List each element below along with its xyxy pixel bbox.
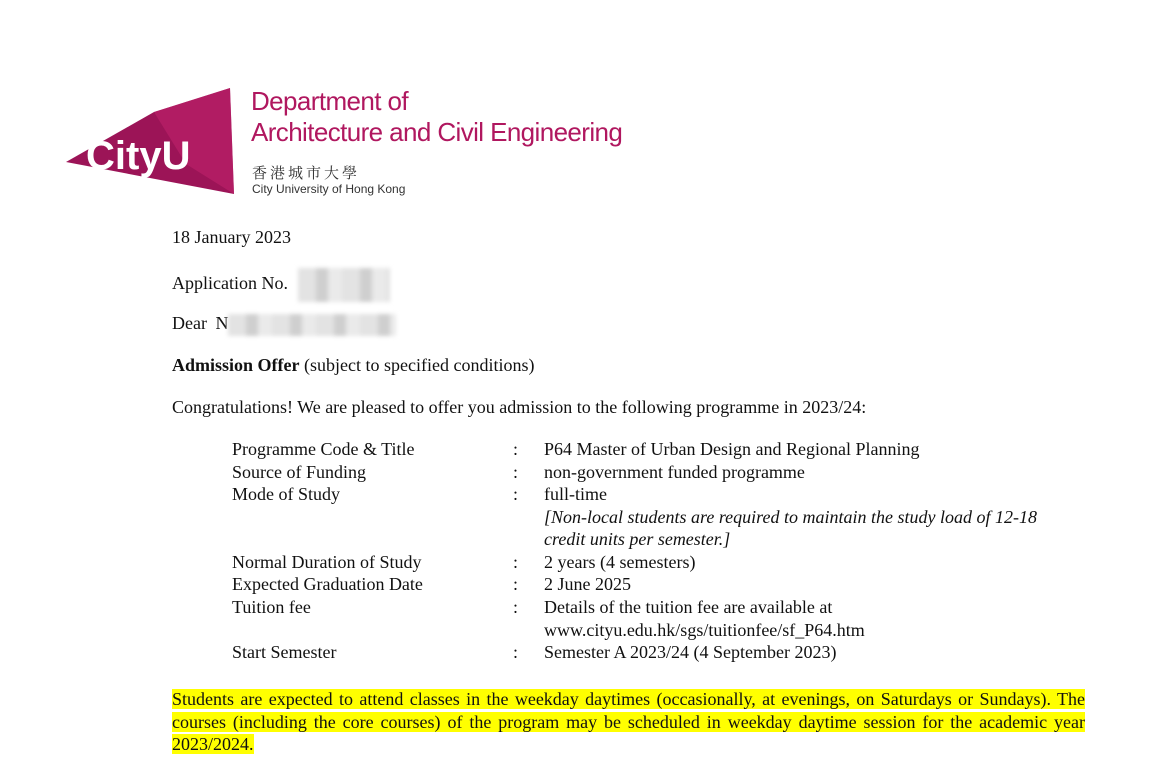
detail-separator: : <box>513 597 519 617</box>
mode-note: [Non-local students are required to maintain the study load of 12-18 <box>544 507 1037 527</box>
detail-label: Expected Graduation Date <box>232 574 423 594</box>
redacted-application-number <box>298 268 390 302</box>
detail-label: Tuition fee <box>232 597 311 617</box>
detail-separator: : <box>513 552 519 572</box>
offer-title: Admission Offer <box>172 355 300 375</box>
tuition-fee-url: www.cityu.edu.hk/sgs/tuitionfee/sf_P64.htm <box>544 620 865 640</box>
salutation-initial: N <box>215 313 229 333</box>
redacted-name <box>228 314 396 336</box>
cityu-logo <box>66 86 236 194</box>
university-chinese-name: 香港城市大學 <box>252 164 361 182</box>
detail-value: full-time <box>544 484 607 504</box>
detail-label: Source of Funding <box>232 462 366 482</box>
detail-separator: : <box>513 642 519 662</box>
detail-separator: : <box>513 574 519 594</box>
detail-value: Details of the tuition fee are available at <box>544 597 833 617</box>
letter-date: 18 January 2023 <box>172 227 291 247</box>
offer-heading <box>172 355 534 376</box>
detail-value: Semester A 2023/24 (4 September 2023) <box>544 642 837 662</box>
detail-separator: : <box>513 439 519 459</box>
detail-label: Programme Code & Title <box>232 439 415 459</box>
offer-subtitle: (subject to specified conditions) <box>304 355 535 375</box>
congratulations-text: Congratulations! We are pleased to offer you admission to the following programme in 2023/24: <box>172 397 867 417</box>
detail-label: Normal Duration of Study <box>232 552 422 572</box>
salutation <box>172 313 396 336</box>
detail-label: Mode of Study <box>232 484 340 504</box>
detail-value: 2 June 2025 <box>544 574 631 594</box>
logo-text: CityU <box>86 134 191 178</box>
department-name: Department of <box>251 86 408 116</box>
detail-separator: : <box>513 462 519 482</box>
detail-value: 2 years (4 semesters) <box>544 552 696 572</box>
mode-note-continued: credit units per semester.] <box>544 529 731 549</box>
detail-value: non-government funded programme <box>544 462 805 482</box>
detail-separator: : <box>513 484 519 504</box>
university-english-name: City University of Hong Kong <box>252 182 406 196</box>
schedule-notice-text: Students are expected to attend classes in the weekday daytimes (occasionally, at evenings, on Saturdays or Sundays). The courses (including the core courses) of the program may be scheduled in weekday daytime session for the academic year 2023/2024. <box>172 689 1085 754</box>
detail-value: P64 Master of Urban Design and Regional Planning <box>544 439 920 459</box>
schedule-notice <box>172 688 1085 756</box>
application-label: Application No. <box>172 273 288 294</box>
salutation-text: Dear <box>172 313 207 333</box>
application-number <box>172 268 390 302</box>
department-name-line2: Architecture and Civil Engineering <box>251 117 623 147</box>
detail-label: Start Semester <box>232 642 337 662</box>
